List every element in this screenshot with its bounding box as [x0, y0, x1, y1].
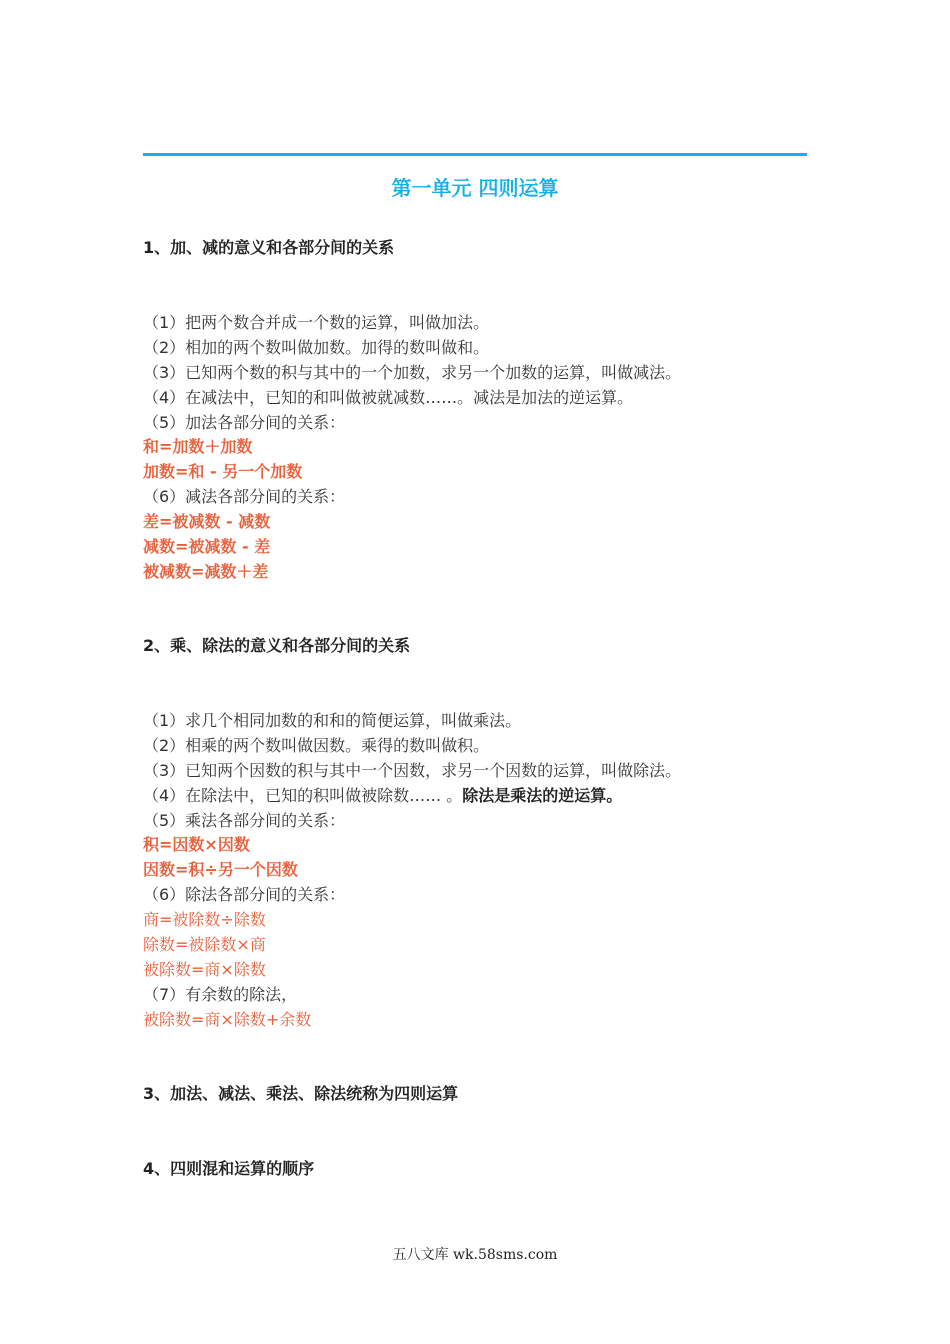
- section-1-body: [143, 311, 807, 585]
- footer-watermark: 五八文库 wk.58sms.com: [392, 1247, 558, 1263]
- section-heading-3: 3、加法、减法、乘法、除法统称为四则运算: [143, 1084, 459, 1103]
- emphasis-text: 除法是乘法的逆运算。: [462, 785, 623, 805]
- text-line: [143, 784, 807, 809]
- section-heading-4: 4、四则混和运算的顺序: [143, 1159, 315, 1178]
- text-line: （6）除法各部分间的关系：: [143, 885, 346, 905]
- text-line: （1）求几个相同加数的和和的简便运算，叫做乘法。: [143, 711, 522, 730]
- text-line: （3）已知两个数的积与其中的一个加数，求另一个加数的运算，叫做减法。: [143, 362, 682, 382]
- text-line: （2）相加的两个数叫做加数。加得的数叫做和。: [143, 337, 490, 357]
- text-line: （2）相乘的两个数叫做因数。乘得的数叫做积。: [143, 735, 490, 755]
- text-line: （7）有余数的除法，: [143, 984, 298, 1004]
- section-heading-2: 2、乘、除法的意义和各部分间的关系: [143, 636, 411, 655]
- formula-line: 商=被除数÷除数: [143, 910, 266, 930]
- text-line: （5）乘法各部分间的关系：: [143, 810, 346, 830]
- formula-line: 加数=和 - 另一个加数: [143, 462, 303, 482]
- text-line: （1）把两个数合并成一个数的运算，叫做加法。: [143, 313, 490, 332]
- section-2-body: [143, 709, 807, 1033]
- section-heading-1: 1、加、减的意义和各部分间的关系: [143, 238, 395, 257]
- formula-line: 被除数=商×除数: [143, 959, 266, 979]
- formula-line: 除数=被除数×商: [143, 935, 266, 955]
- formula-line: 被除数=商×除数+余数: [143, 1009, 312, 1029]
- header-rule: [143, 153, 807, 156]
- formula-line: 和=加数＋加数: [143, 437, 253, 457]
- formula-line: 减数=被减数 - 差: [143, 537, 271, 557]
- text-line: （6）减法各部分间的关系：: [143, 487, 346, 507]
- formula-line: 被减数=减数＋差: [143, 561, 269, 581]
- formula-line: 积=因数×因数: [143, 835, 250, 855]
- formula-line: 因数=积÷另一个因数: [143, 860, 298, 880]
- text-line: （4）在减法中，已知的和叫做被就减数……。减法是加法的逆运算。: [143, 387, 634, 407]
- text-line: （5）加法各部分间的关系：: [143, 412, 346, 432]
- formula-line: 差=被减数 - 减数: [143, 512, 271, 532]
- text-segment: （4）在除法中，已知的积叫做被除数…… 。: [143, 785, 463, 805]
- text-line: （3）已知两个因数的积与其中一个因数，求另一个因数的运算，叫做除法。: [143, 760, 682, 780]
- page-title: 第一单元 四则运算: [391, 176, 559, 200]
